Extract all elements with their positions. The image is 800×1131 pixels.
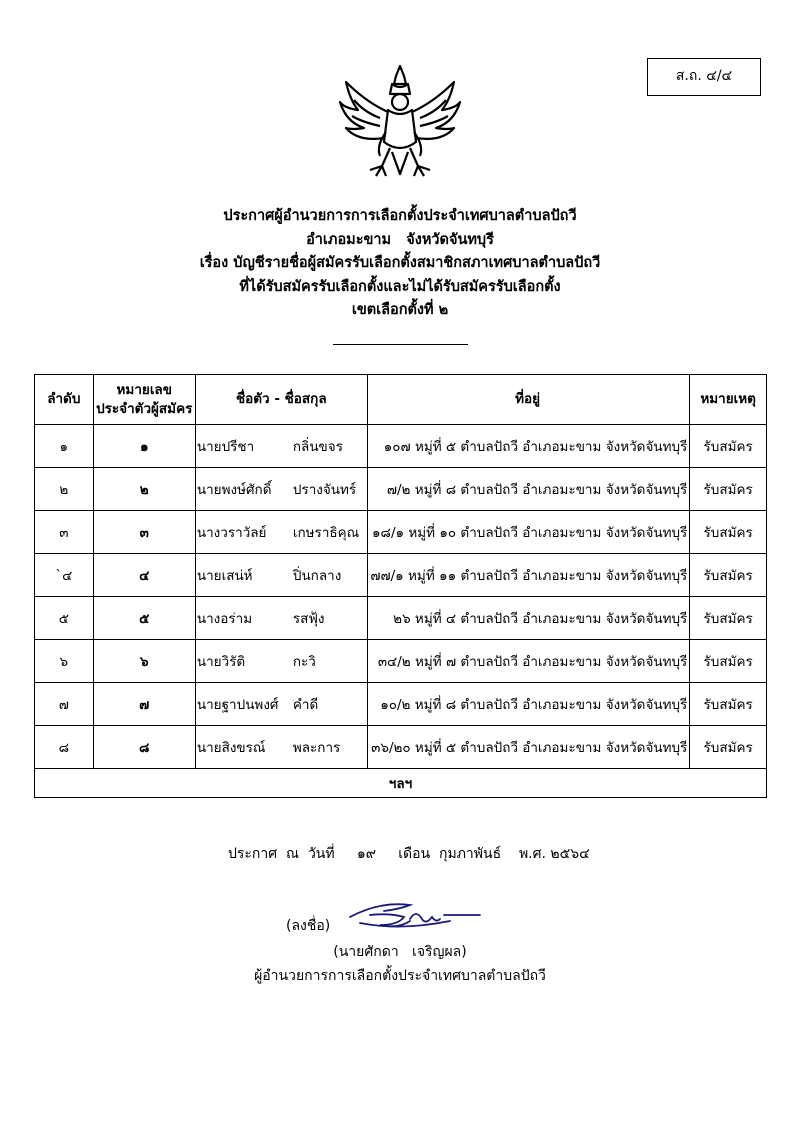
- row-candidate-number: ๘: [93, 726, 195, 769]
- row-first-name: นายสิงขรณ์: [196, 740, 266, 756]
- table-header-row: [35, 375, 767, 425]
- row-candidate-number: ๑: [93, 425, 195, 468]
- row-note: รับสมัคร: [690, 640, 767, 683]
- row-note: รับสมัคร: [690, 425, 767, 468]
- table-row: [35, 511, 767, 554]
- header-line-2: อำเภอมะขาม จังหวัดจันทบุรี: [306, 231, 494, 248]
- row-first-name: นางวราวัลย์: [196, 525, 267, 541]
- row-seq: ๕: [35, 597, 94, 640]
- row-candidate-number: ๕: [93, 597, 195, 640]
- row-address: ๑๐๗ หมู่ที่ ๕ ตำบลปัถวี อำเภอมะขาม จังหวัดจันทบุรี: [367, 425, 690, 468]
- row-name: [195, 425, 367, 468]
- row-address: ๓๖/๒๐ หมู่ที่ ๕ ตำบลปัถวี อำเภอมะขาม จังหวัดจันทบุรี: [367, 726, 690, 769]
- row-candidate-number: ๖: [93, 640, 195, 683]
- row-seq: `๔: [35, 554, 94, 597]
- table-row: [35, 726, 767, 769]
- row-note: รับสมัคร: [690, 726, 767, 769]
- row-last-name: ปรางจันทร์: [292, 482, 357, 498]
- etc-cell: ฯลฯ: [35, 769, 767, 798]
- row-first-name: นางอร่าม: [196, 611, 253, 627]
- row-note: รับสมัคร: [690, 468, 767, 511]
- col-name-header: ชื่อตัว - ชื่อสกุล: [195, 375, 367, 425]
- row-candidate-number: ๒: [93, 468, 195, 511]
- col-number-header: [93, 375, 195, 425]
- table-footer-row: [35, 769, 767, 798]
- signature-label: (ลงชื่อ): [286, 918, 331, 934]
- row-seq: ๖: [35, 640, 94, 683]
- row-name: [195, 597, 367, 640]
- header-line-1: ประกาศผู้อำนวยการการเลือกตั้งประจำเทศบาลตำบลปัถวี: [223, 208, 577, 224]
- table-row: [35, 468, 767, 511]
- row-name: [195, 468, 367, 511]
- row-address: ๑๐/๒ หมู่ที่ ๘ ตำบลปัถวี อำเภอมะขาม จังหวัดจันทบุรี: [367, 683, 690, 726]
- row-note: รับสมัคร: [690, 554, 767, 597]
- row-name: [195, 640, 367, 683]
- row-candidate-number: ๔: [93, 554, 195, 597]
- row-candidate-number: ๓: [93, 511, 195, 554]
- row-last-name: กะวิ: [292, 654, 316, 670]
- row-seq: ๘: [35, 726, 94, 769]
- garuda-emblem-icon: [336, 62, 464, 182]
- row-first-name: นายฐาปนพงศ์: [196, 697, 279, 713]
- row-last-name: รสฟุ้ง: [292, 611, 325, 627]
- table-row: [35, 683, 767, 726]
- row-first-name: นายวิรัติ: [196, 654, 246, 670]
- row-address: ๗/๒ หมู่ที่ ๘ ตำบลปัถวี อำเภอมะขาม จังหวัดจันทบุรี: [367, 468, 690, 511]
- signer-title: ผู้อำนวยการการเลือกตั้งประจำเทศบาลตำบลปัถวี: [254, 968, 546, 984]
- col-seq-header: ลำดับ: [35, 375, 94, 425]
- table-row: [35, 554, 767, 597]
- document-code-box: ส.ถ. ๔/๔: [647, 58, 761, 96]
- col-note-header: หมายเหตุ: [690, 375, 767, 425]
- header-line-5: เขตเลือกตั้งที่ ๒: [351, 302, 449, 318]
- candidate-table: [34, 374, 767, 798]
- announcement-header: [0, 205, 800, 323]
- row-seq: ๒: [35, 468, 94, 511]
- row-seq: ๗: [35, 683, 94, 726]
- row-first-name: นายปรีชา: [196, 439, 255, 455]
- row-last-name: พละการ: [292, 740, 341, 756]
- col-number-header-line1: หมายเลข: [116, 381, 172, 398]
- row-name: [195, 726, 367, 769]
- row-seq: ๓: [35, 511, 94, 554]
- row-first-name: นายเสน่ห์: [196, 568, 253, 584]
- row-note: รับสมัคร: [690, 683, 767, 726]
- row-candidate-number: ๗: [93, 683, 195, 726]
- row-last-name: เกษราธิคุณ: [292, 525, 360, 541]
- row-name: [195, 554, 367, 597]
- col-address-header: ที่อยู่: [367, 375, 690, 425]
- row-name: [195, 511, 367, 554]
- row-seq: ๑: [35, 425, 94, 468]
- table-row: [35, 425, 767, 468]
- handwritten-signature: [340, 895, 490, 935]
- header-line-4: ที่ได้รับสมัครรับเลือกตั้งและไม่ได้รับสมัครรับเลือกตั้ง: [239, 278, 561, 295]
- row-last-name: คำดี: [292, 697, 319, 713]
- row-address: ๗๗/๑ หมู่ที่ ๑๑ ตำบลปัถวี อำเภอมะขาม จังหวัดจันทบุรี: [367, 554, 690, 597]
- header-line-3: เรื่อง บัญชีรายชื่อผู้สมัครรับเลือกตั้งสมาชิกสภาเทศบาลตำบลปัถวี: [199, 255, 601, 271]
- col-number-header-line2: ประจำตัวผู้สมัคร: [96, 400, 193, 417]
- header-divider: [333, 344, 468, 345]
- row-name: [195, 683, 367, 726]
- announcement-date: ประกาศ ณ วันที่ ๑๙ เดือน กุมภาพันธ์ พ.ศ. ๒๕๖๔: [228, 846, 590, 862]
- row-address: ๒๖ หมู่ที่ ๔ ตำบลปัถวี อำเภอมะขาม จังหวัดจันทบุรี: [367, 597, 690, 640]
- row-address: ๑๘/๑ หมู่ที่ ๑๐ ตำบลปัถวี อำเภอมะขาม จังหวัดจันทบุรี: [367, 511, 690, 554]
- row-first-name: นายพงษ์ศักดิ์: [196, 482, 272, 498]
- row-note: รับสมัคร: [690, 597, 767, 640]
- row-address: ๓๔/๒ หมู่ที่ ๗ ตำบลปัถวี อำเภอมะขาม จังหวัดจันทบุรี: [367, 640, 690, 683]
- signer-name: (นายศักดา เจริญผล): [333, 944, 467, 960]
- row-last-name: กลิ่นขจร: [292, 439, 343, 455]
- row-last-name: ปิ่นกลาง: [292, 568, 342, 584]
- row-note: รับสมัคร: [690, 511, 767, 554]
- table-row: [35, 640, 767, 683]
- table-row: [35, 597, 767, 640]
